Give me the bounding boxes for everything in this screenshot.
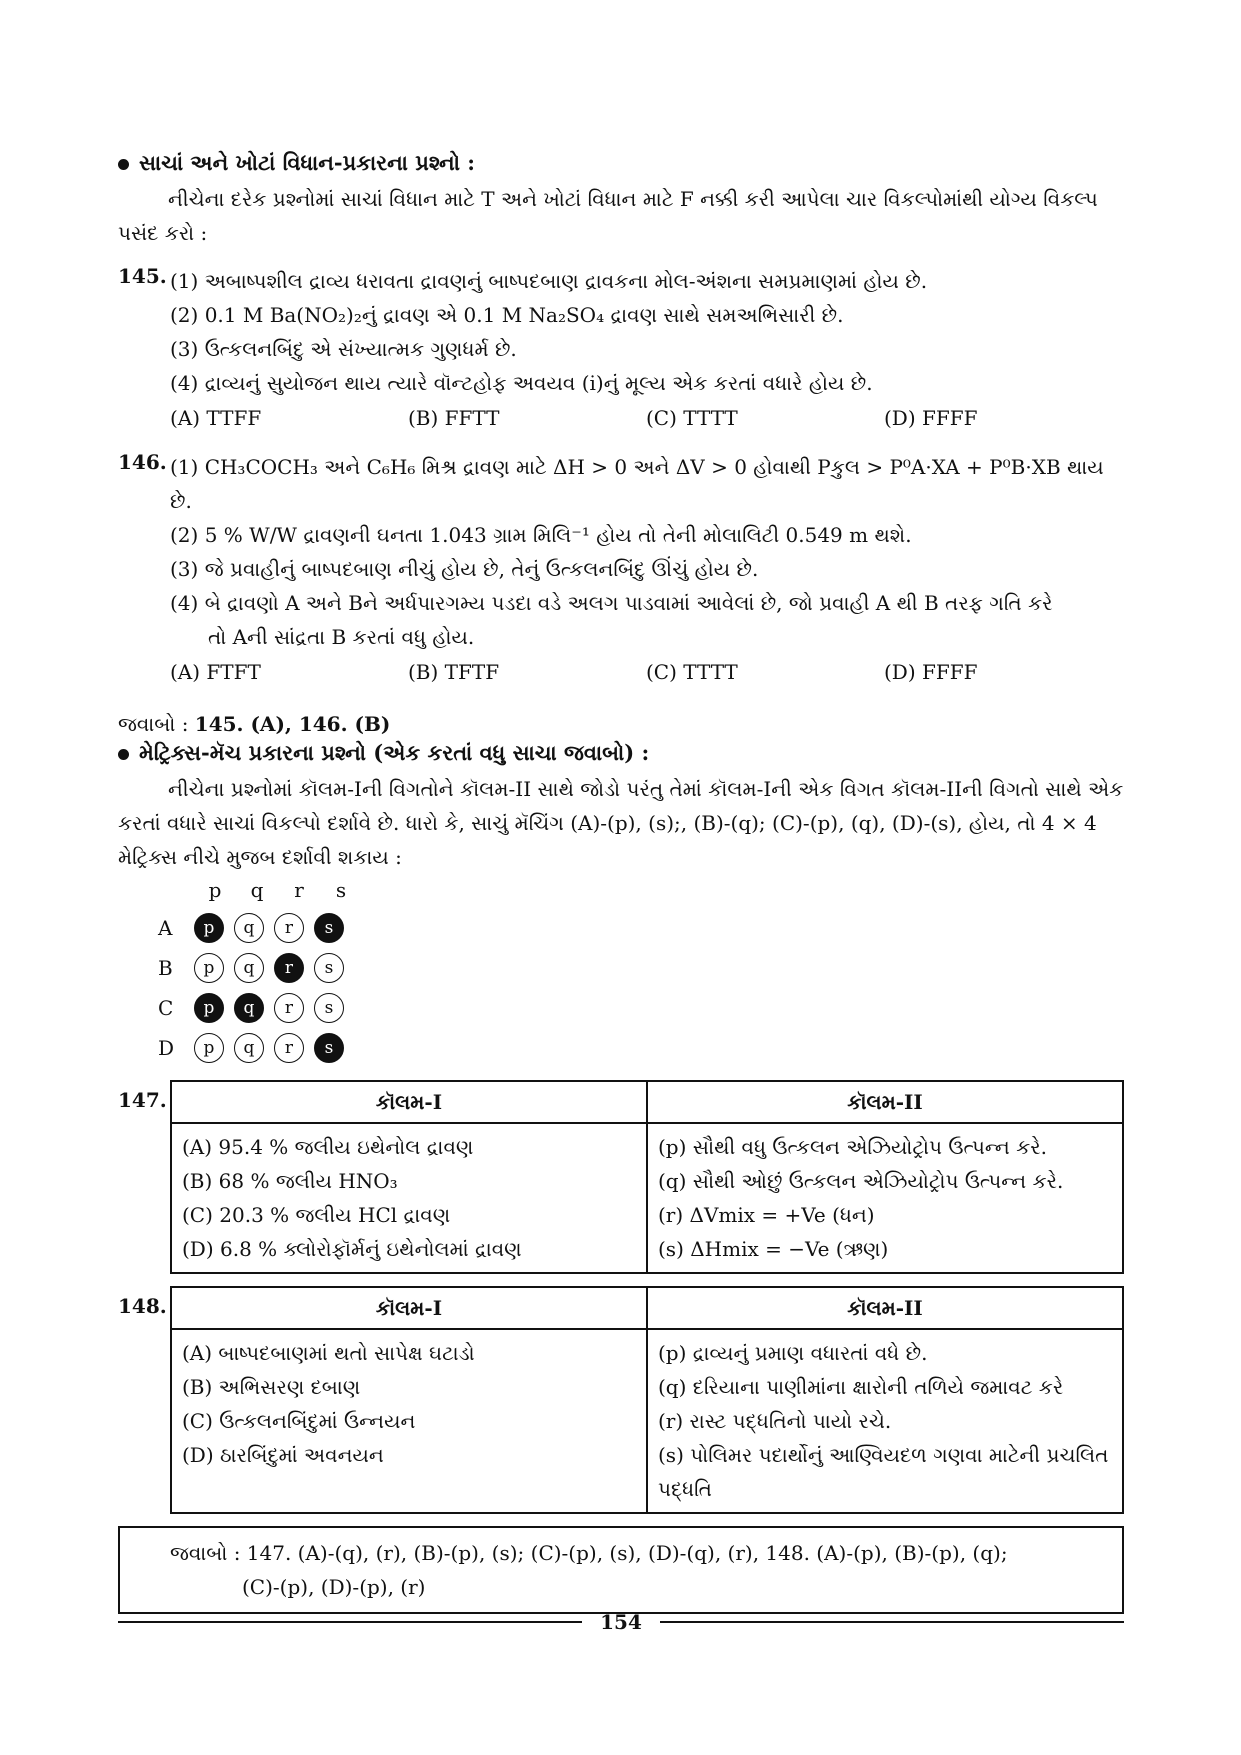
option: (C) TTTT	[646, 660, 738, 684]
section-matrix-heading: મેટ્રિક્સ-મૅચ પ્રકારના પ્રશ્નો (એક કરતાં વધુ સાચા જવાબો) :	[118, 740, 1124, 766]
statement: (3) જે પ્રવાહીનું બાષ્પદબાણ નીચું હોય છે, તેનું ઉત્કલનબિંદુ ઊંચું હોય છે.	[170, 557, 759, 581]
column-1-items: (A) 95.4 % જલીય ઇથેનોલ દ્રાવણ (B) 68 % જલીય HNO₃ (C) 20.3 % જલીય HCl દ્રાવણ (D) 6.8 % ક્લોરોફૉર્મનું ઇથેનોલમાં દ્રાવણ	[171, 1123, 647, 1273]
column-2-header: કૉલમ-II	[647, 1287, 1123, 1329]
column-2-header: કૉલમ-II	[647, 1081, 1123, 1123]
answers-line-2: (C)-(p), (D)-(p), (r)	[242, 1575, 426, 1599]
section-tf-heading: સાચાં અને ખોટાં વિધાન-પ્રકારના પ્રશ્નો :	[118, 150, 1124, 176]
matrix-bubble: s	[314, 993, 344, 1023]
page-content	[118, 150, 1124, 1614]
matrix-bubble: r	[274, 913, 304, 943]
option: (C) TTTT	[646, 406, 738, 430]
option: (D) FFFF	[884, 660, 978, 684]
matrix-bubble: q	[234, 913, 264, 943]
option: (A) TTFF	[170, 406, 262, 430]
matrix-row	[158, 948, 1124, 988]
matrix-row-label: D	[158, 1036, 175, 1060]
matrix-row	[158, 908, 1124, 948]
matrix-bubble: s	[314, 953, 344, 983]
option: (D) FFFF	[884, 406, 978, 430]
matrix-bubble: q	[234, 953, 264, 983]
page-number: 154	[600, 1610, 642, 1634]
answers-145-146	[118, 708, 1124, 740]
matrix-bubble: p	[194, 993, 224, 1023]
matrix-row	[158, 988, 1124, 1028]
match-table-147	[170, 1080, 1124, 1274]
matrix-col-label: q	[250, 878, 264, 902]
option: (B) TFTF	[408, 660, 500, 684]
matrix-bubble: p	[194, 953, 224, 983]
answers-label: જવાબો :	[170, 1541, 241, 1565]
match-table-148	[170, 1286, 1124, 1514]
statement: (2) 5 % W/W દ્રાવણની ઘનતા 1.043 ગ્રામ મિલિ⁻¹ હોય તો તેની મોલાલિટી 0.549 m થશે.	[170, 523, 912, 547]
column-1-items: (A) બાષ્પદબાણમાં થતો સાપેક્ષ ઘટાડો (B) અભિસરણ દબાણ (C) ઉત્કલનબિંદુમાં ઉન્નયન (D) ઠારબિંદુમાં અવનયન	[171, 1329, 647, 1513]
statement: (1) CH₃COCH₃ અને C₆H₆ મિશ્ર દ્રાવણ માટે ΔH > 0 અને ΔV > 0 હોવાથી Pકુલ > P⁰A·XA + P⁰B·XB થાય છે.	[170, 455, 1104, 513]
footer-rule	[660, 1621, 1124, 1623]
statement-continued: તો Aની સાંદ્રતા B કરતાં વધુ હોય.	[208, 625, 475, 649]
matrix-header	[194, 878, 1124, 908]
matrix-bubble: q	[234, 993, 264, 1023]
option: (B) FFTT	[408, 406, 500, 430]
column-1-header: કૉલમ-I	[171, 1081, 647, 1123]
question-number: 146.	[118, 450, 167, 474]
column-2-items: (p) સૌથી વધુ ઉત્કલન એઝિયોટ્રોપ ઉત્પન્ન કરે. (q) સૌથી ઓછું ઉત્કલન એઝિયોટ્રોપ ઉત્પન્ન કરે. (r) ΔVmix = +Ve (ધન) (s) ΔHmix = −Ve (ઋણ)	[647, 1123, 1123, 1273]
statement: (2) 0.1 M Ba(NO₂)₂નું દ્રાવણ એ 0.1 M Na₂SO₄ દ્રાવણ સાથે સમઅભિસારી છે.	[170, 303, 844, 327]
matrix-row	[158, 1028, 1124, 1068]
statement: (4) બે દ્રાવણો A અને Bને અર્ધપારગમ્ય પડદા વડે અલગ પાડવામાં આવેલાં છે, જો પ્રવાહી A થી B તરફ ગતિ કરે	[170, 591, 1053, 615]
bullet-icon	[118, 749, 129, 760]
options-row	[170, 400, 1124, 436]
matrix-bubble: p	[194, 913, 224, 943]
matrix-col-label: s	[335, 878, 347, 902]
statement: (3) ઉત્કલનબિંદુ એ સંખ્યાત્મક ગુણધર્મ છે.	[170, 337, 517, 361]
answers-box	[118, 1526, 1124, 1614]
footer-rule	[118, 1621, 582, 1623]
question-147	[118, 1080, 1124, 1274]
matrix-bubble: s	[314, 913, 344, 943]
question-number: 145.	[118, 264, 167, 288]
matrix-col-label: r	[294, 878, 304, 902]
matrix-bubble: r	[274, 993, 304, 1023]
question-number: 148.	[118, 1294, 167, 1318]
matrix-col-label: p	[208, 878, 222, 902]
matrix-bubble: r	[274, 953, 304, 983]
statement: (1) અબાષ્પશીલ દ્રાવ્ય ધરાવતા દ્રાવણનું બાષ્પદબાણ દ્રાવકના મોલ-અંશના સમપ્રમાણમાં હોય છે.	[170, 269, 928, 293]
matrix-row-label: A	[158, 916, 173, 940]
statement: (4) દ્રાવ્યનું સુયોજન થાય ત્યારે વૉન્ટહોફ અવયવ (i)નું મૂલ્ય એક કરતાં વધારે હોય છે.	[170, 371, 873, 395]
matrix-bubble: r	[274, 1033, 304, 1063]
section-matrix-intro: નીચેના પ્રશ્નોમાં કૉલમ-Iની વિગતોને કૉલમ-II સાથે જોડો પરંતુ તેમાં કૉલમ-Iની એક વિગત કૉલમ-IIની વિગતો સાથે એક કરતાં વધારે સાચાં વિકલ્પો દર્શાવે છે. ધારો કે, સાચું મૅચિંગ (A)-(p), (s);, (B)-(q); (C)-(p), (q), (D)-(s), હોય, તો 4 × 4 મેટ્રિક્સ નીચે મુજબ દર્શાવી શકાય :	[118, 777, 1124, 869]
matrix-row-label: B	[158, 956, 173, 980]
matrix-row-label: C	[158, 996, 174, 1020]
column-2-items: (p) દ્રાવ્યનું પ્રમાણ વધારતાં વધે છે. (q) દરિયાના પાણીમાંના ક્ષારોની તળિયે જમાવટ કરે (r) રાસ્ટ પદ્ધતિનો પાયો રચે. (s) પોલિમર પદાર્થોનું આણ્વિયદળ ગણવા માટેની પ્રચલિત પદ્ધતિ	[647, 1329, 1123, 1513]
matrix-bubble: p	[194, 1033, 224, 1063]
question-146	[118, 450, 1124, 690]
section-tf-intro: નીચેના દરેક પ્રશ્નોમાં સાચાં વિધાન માટે T અને ખોટાં વિધાન માટે F નક્કી કરી આપેલા ચાર વિકલ્પોમાંથી યોગ્ય વિકલ્પ પસંદ કરો :	[118, 187, 1098, 245]
answers-line-1: 147. (A)-(q), (r), (B)-(p), (s); (C)-(p), (s), (D)-(q), (r), 148. (A)-(p), (B)-(p), (q);	[246, 1541, 1008, 1565]
matrix-bubble: s	[314, 1033, 344, 1063]
question-145	[118, 264, 1124, 436]
page-footer	[118, 1610, 1124, 1634]
question-number: 147.	[118, 1088, 167, 1112]
answers-text: 145. (A), 146. (B)	[194, 712, 391, 736]
matrix-bubble: q	[234, 1033, 264, 1063]
example-matrix	[158, 878, 1124, 1068]
answers-label: જવાબો :	[118, 712, 189, 736]
options-row	[170, 654, 1124, 690]
question-148	[118, 1286, 1124, 1514]
bullet-icon	[118, 159, 129, 170]
column-1-header: કૉલમ-I	[171, 1287, 647, 1329]
option: (A) FTFT	[170, 660, 261, 684]
